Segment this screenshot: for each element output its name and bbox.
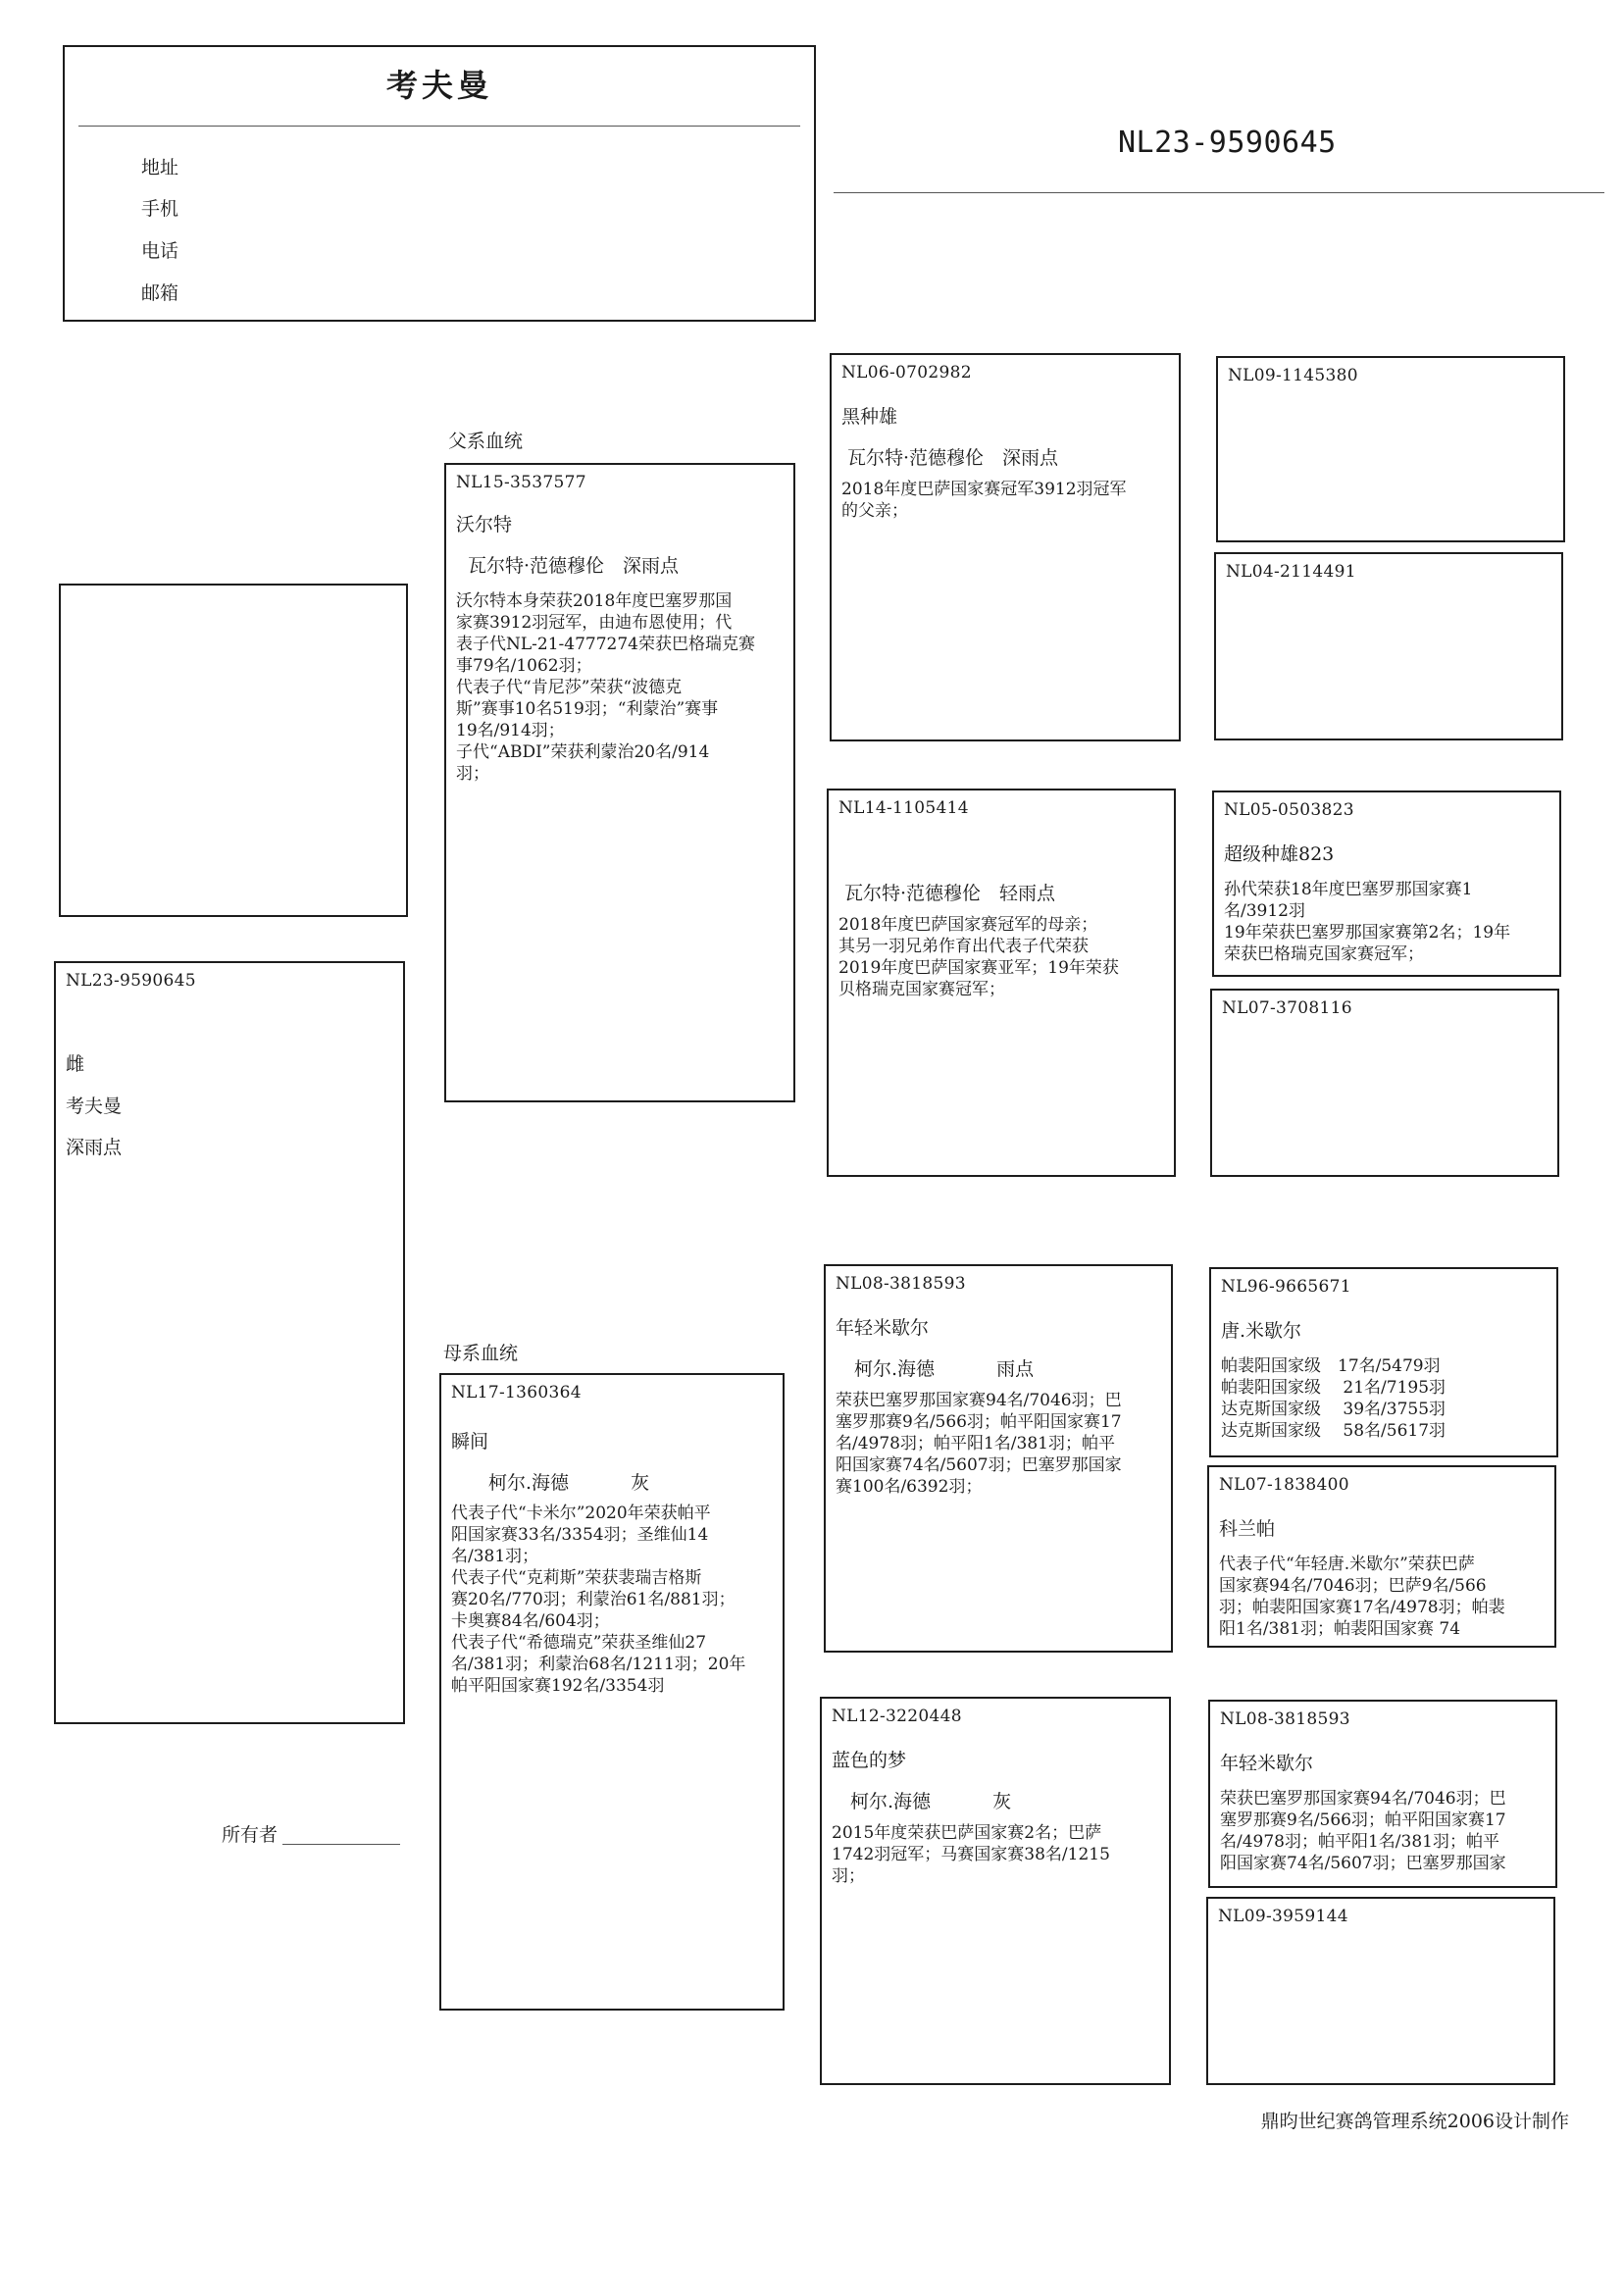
dss-box <box>1209 1267 1558 1457</box>
subject-name: 考夫曼 <box>66 1096 123 1117</box>
dsd-name: 科兰帕 <box>1219 1518 1276 1540</box>
subject-ring: NL23-9590645 <box>66 971 196 991</box>
owner-signature-line <box>282 1844 400 1845</box>
sire-sire-name: 黑种雄 <box>841 406 898 428</box>
sire-sire-box <box>830 353 1181 741</box>
dss-name: 唐.米歇尔 <box>1221 1320 1302 1342</box>
mobile-label: 手机 <box>141 198 179 220</box>
main-ring-number: NL23-9590645 <box>1118 126 1337 160</box>
dam-dam-note: 2015年度荣获巴萨国家赛2名；巴萨 1742羽冠军；马赛国家赛38名/1215 羽； <box>832 1823 1110 1886</box>
sire-note: 沃尔特本身荣获2018年度巴塞罗那国 家赛3912羽冠军，由迪布恩使用；代 表子代NL-21-4777274荣获巴格瑞克赛 事79名/1062羽； 代表子代“肯尼莎”荣获“波德克 斯”赛事10名519羽；“利蒙治”赛事 19名/914羽； 子代“ABDI”荣获利蒙治20名/914 羽； <box>456 591 755 784</box>
sds-note: 孙代荣获18年度巴塞罗那国家赛1 名/3912羽 19年荣获巴塞罗那国家赛第2名；19年 荣获巴格瑞克国家赛冠军； <box>1224 880 1511 964</box>
subject-box <box>54 961 405 1724</box>
dam-name: 瞬间 <box>451 1431 489 1453</box>
email-label: 邮箱 <box>141 282 179 304</box>
ssd-ring: NL04-2114491 <box>1226 562 1356 582</box>
sss-box <box>1216 356 1565 542</box>
dsd-ring: NL07-1838400 <box>1219 1475 1349 1495</box>
dam-sire-box <box>824 1264 1173 1653</box>
sire-breeder: 瓦尔特·范德穆伦 深雨点 <box>468 555 680 577</box>
dsd-box <box>1207 1465 1556 1648</box>
sire-box <box>444 463 795 1102</box>
sire-sire-ring: NL06-0702982 <box>841 363 972 382</box>
dam-dam-ring: NL12-3220448 <box>832 1707 962 1726</box>
ddd-ring: NL09-3959144 <box>1218 1907 1348 1926</box>
dam-dam-box <box>820 1697 1171 2085</box>
dam-dam-breeder: 柯尔.海德 灰 <box>832 1791 1012 1812</box>
sds-ring: NL05-0503823 <box>1224 800 1354 820</box>
sdd-ring: NL07-3708116 <box>1222 998 1352 1018</box>
dss-ring: NL96-9665671 <box>1221 1277 1351 1297</box>
sire-section-label: 父系血统 <box>448 431 524 452</box>
photo-box <box>59 584 408 917</box>
sire-dam-note: 2018年度巴萨国家赛冠军的母亲； 其另一羽兄弟作育出代表子代荣获 2019年度巴萨国家赛亚军；19年荣获 贝格瑞克国家赛冠军； <box>838 915 1119 999</box>
dss-note: 帕裴阳国家级 17名/5479羽 帕裴阳国家级 21名/7195羽 达克斯国家级 39名/3755羽 达克斯国家级 58名/5617羽 <box>1221 1356 1446 1441</box>
footer-credit: 鼎昀世纪赛鸽管理系统2006设计制作 <box>1260 2111 1569 2132</box>
dds-note: 荣获巴塞罗那国家赛94名/7046羽；巴 塞罗那赛9名/566羽；帕平阳国家赛17 名/4978羽；帕平阳1名/381羽；帕平 阳国家赛74名/5607羽；巴塞罗那国家 <box>1220 1789 1506 1873</box>
sds-name: 超级种雄823 <box>1224 843 1335 865</box>
sds-box <box>1212 790 1561 977</box>
dam-breeder: 柯尔.海德 灰 <box>451 1472 650 1494</box>
sdd-box <box>1210 989 1559 1177</box>
owner-card <box>63 45 816 322</box>
dam-note: 代表子代“卡米尔”2020年荣获帕平 阳国家赛33名/3354羽；圣维仙14 名/381羽； 代表子代“克莉斯”荣获裴瑞吉格斯 赛20名/770羽；利蒙治61名/881羽； 卡奥赛84名/604羽； 代表子代“希德瑞克”荣获圣维仙27 名/381羽；利蒙治68名/1211羽；20年 帕平阳国家赛192名/3354羽 <box>451 1504 746 1696</box>
owner-name-divider <box>78 126 800 127</box>
sire-sire-note: 2018年度巴萨国家赛冠军3912羽冠军 的父亲； <box>841 480 1127 521</box>
subject-color: 深雨点 <box>66 1137 123 1158</box>
owner-name: 考夫曼 <box>385 67 492 104</box>
dds-box <box>1208 1700 1557 1888</box>
ddd-box <box>1206 1897 1555 2085</box>
dam-sire-name: 年轻米歇尔 <box>836 1317 930 1339</box>
dam-dam-name: 蓝色的梦 <box>832 1750 907 1771</box>
sire-dam-ring: NL14-1105414 <box>838 798 969 818</box>
address-label: 地址 <box>141 157 179 178</box>
sss-ring: NL09-1145380 <box>1228 366 1358 385</box>
dam-section-label: 母系血统 <box>443 1343 519 1364</box>
dam-sire-breeder: 柯尔.海德 雨点 <box>836 1358 1035 1380</box>
sire-ring: NL15-3537577 <box>456 473 586 492</box>
dam-box <box>439 1373 785 2011</box>
owner-signature-label: 所有者 <box>222 1824 279 1846</box>
dam-ring: NL17-1360364 <box>451 1383 582 1402</box>
ssd-box <box>1214 552 1563 740</box>
sire-dam-box <box>827 789 1176 1177</box>
subject-sex: 雌 <box>66 1053 85 1075</box>
sire-name: 沃尔特 <box>456 514 513 535</box>
sire-dam-breeder: 瓦尔特·范德穆伦 轻雨点 <box>844 883 1056 904</box>
sire-sire-breeder: 瓦尔特·范德穆伦 深雨点 <box>847 447 1059 469</box>
dds-ring: NL08-3818593 <box>1220 1709 1350 1729</box>
phone-label: 电话 <box>141 240 179 262</box>
dsd-note: 代表子代“年轻唐.米歇尔”荣获巴萨 国家赛94名/7046羽；巴萨9名/566 羽；帕裴阳国家赛17名/4978羽；帕裴 阳1名/381羽；帕裴阳国家赛 74 <box>1219 1555 1505 1639</box>
dam-sire-note: 荣获巴塞罗那国家赛94名/7046羽；巴 塞罗那赛9名/566羽；帕平阳国家赛17 名/4978羽；帕平阳1名/381羽；帕平 阳国家赛74名/5607羽；巴塞罗那国家 赛100名/6392羽； <box>836 1391 1122 1497</box>
dds-name: 年轻米歇尔 <box>1220 1753 1314 1774</box>
dam-sire-ring: NL08-3818593 <box>836 1274 966 1294</box>
main-ring-underline <box>834 192 1604 193</box>
